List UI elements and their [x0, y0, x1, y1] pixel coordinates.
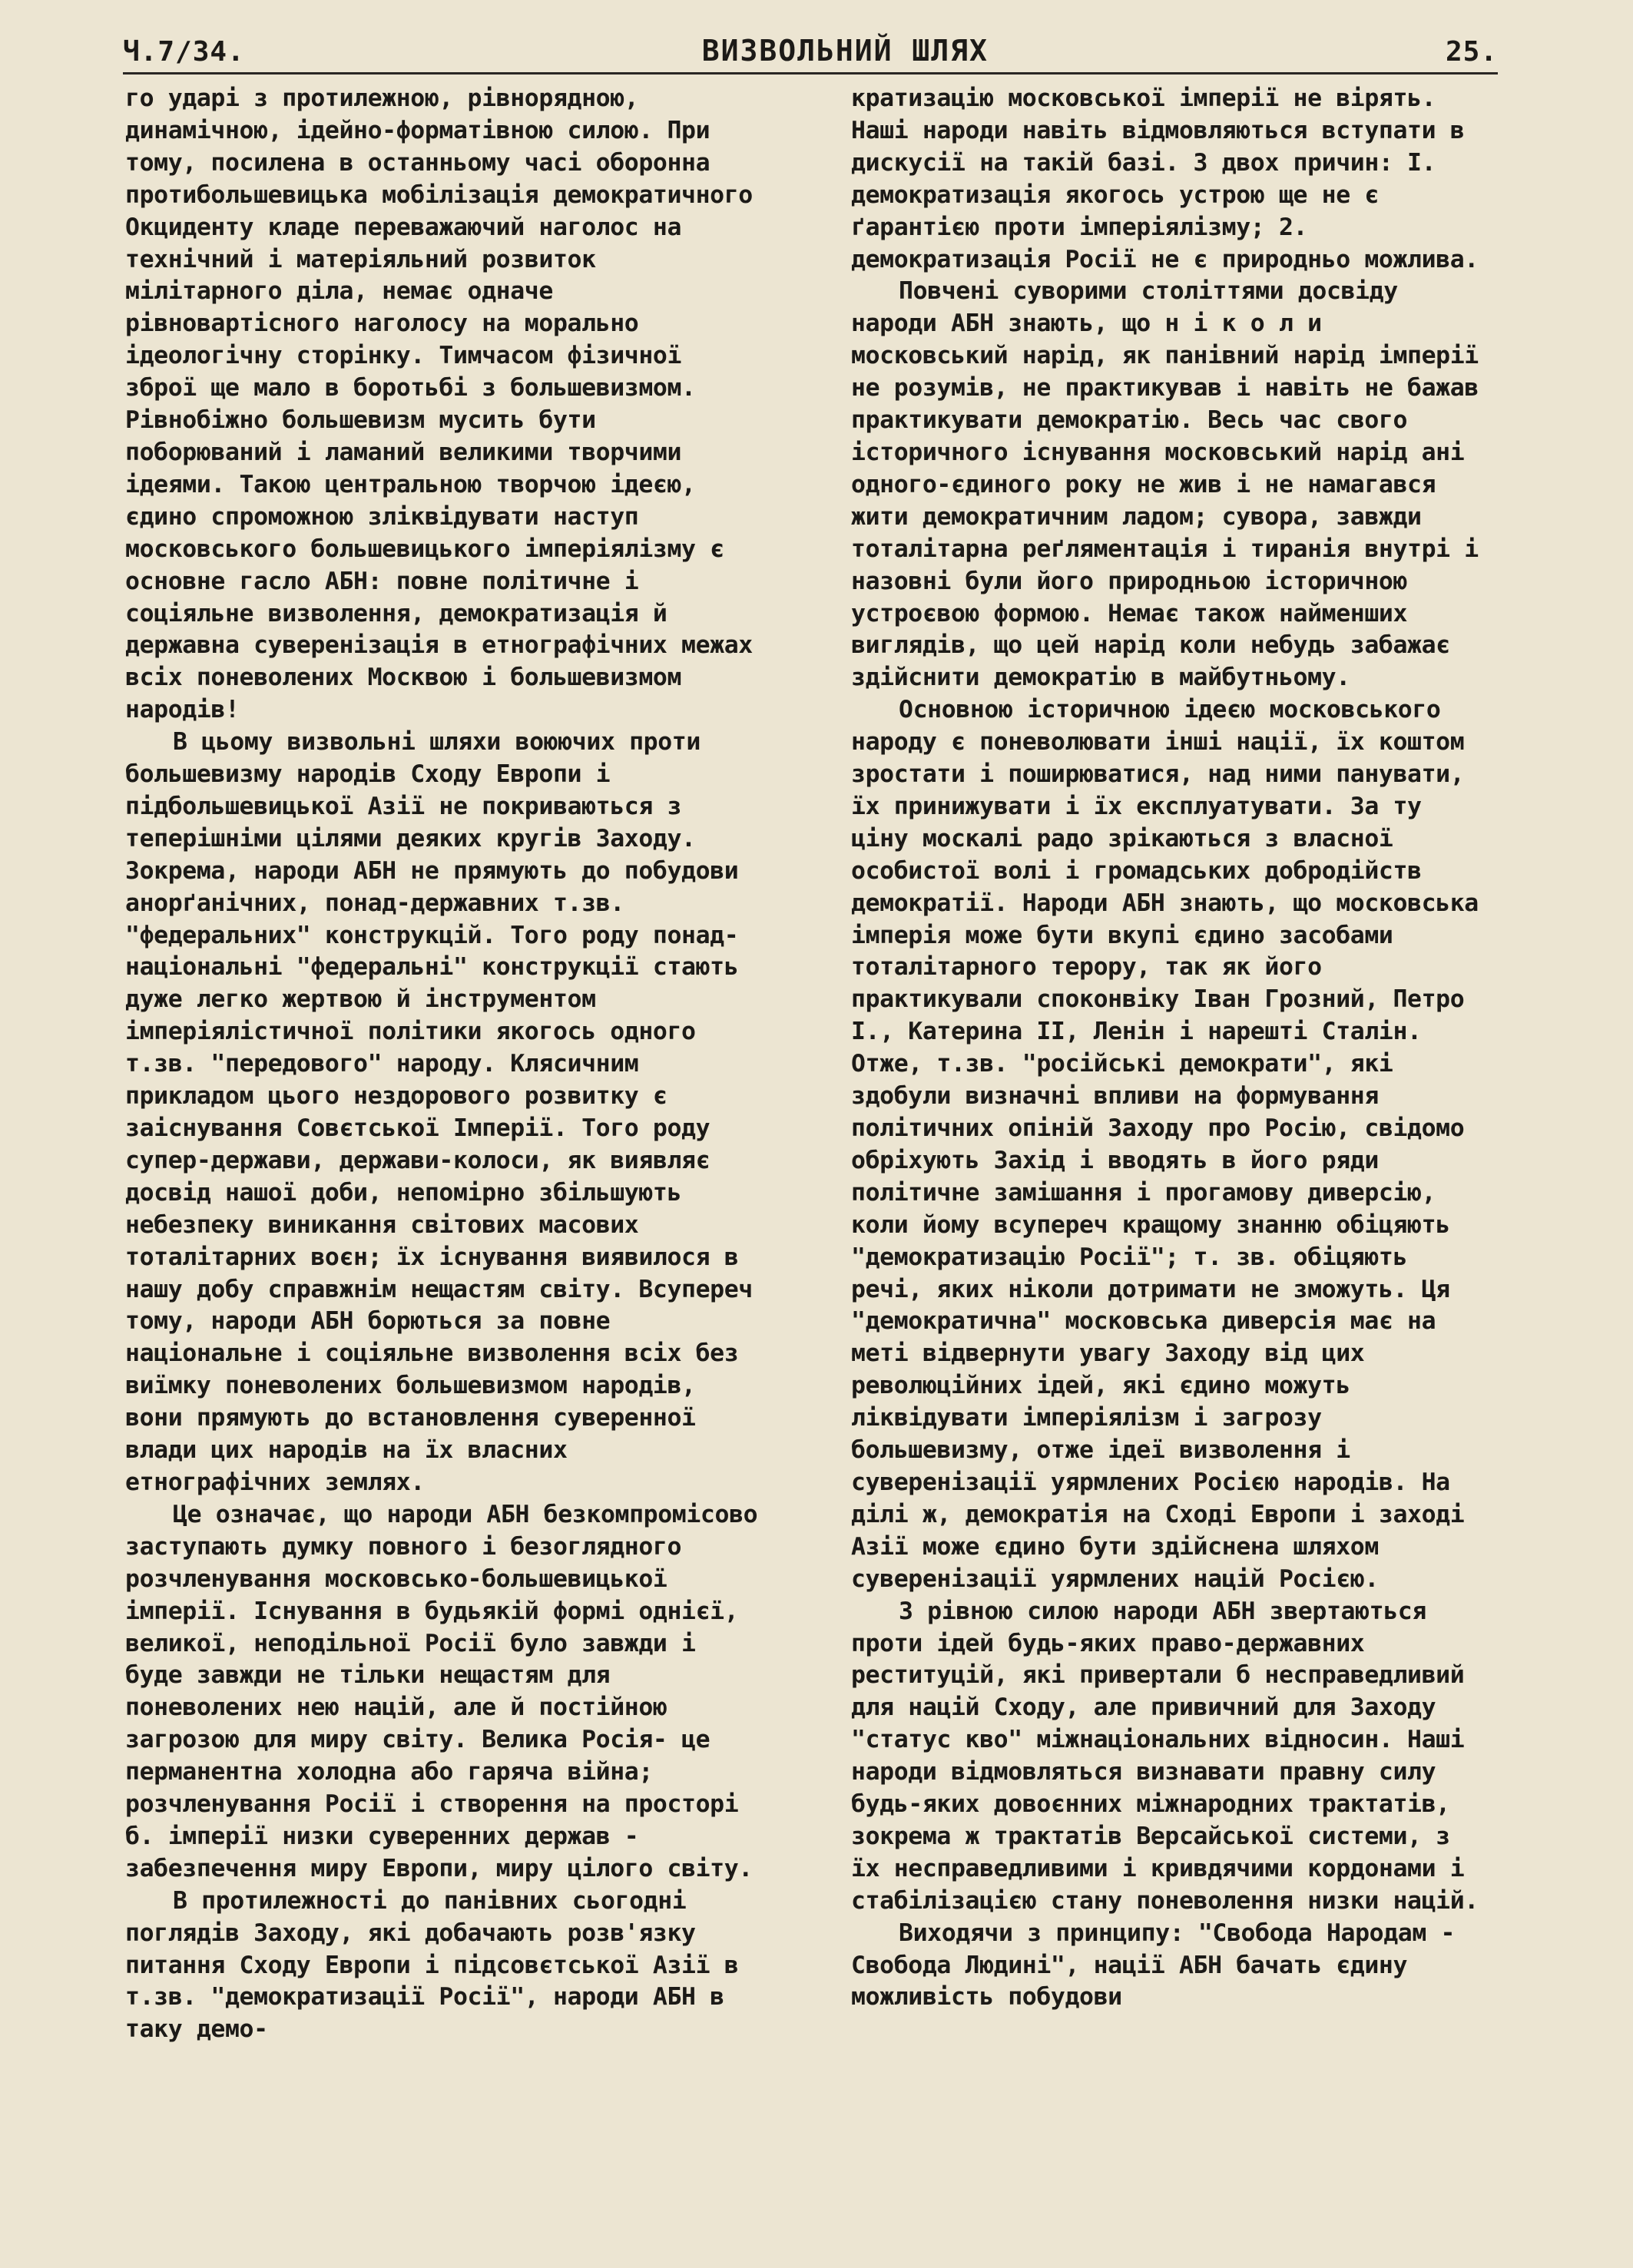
- issue-number: Ч.7/34.: [123, 36, 245, 68]
- page-number: 25.: [1445, 36, 1498, 68]
- paragraph: Основною історичною ідеєю московського народу є поневолювати інші нації, їх коштом зростати і поширюватися, над ними панувати, їх принижувати і їх експлуатувати. За ту ціну москалі радо зрікаються з власної особистої волі і громадських добродійств демократії. Народи АБН знають, що московська імперія може бути вкупі єдино засобами тоталітарного терору, так як його практикували споконвіку Іван Грозний, Петро І., Катерина ІІ, Ленін і нарешті Сталін. Отже, т.зв. "російські демократи", які здобули визначні впливи на формування політичних опіній Заходу про Росію, свідомо обріхують Захід і вводять в його ряди політичне замішання і прогамову диверсію, коли йому всупереч кращому знанню обіцяють "демократизацію Росії"; т. зв. обіцяють речі, яких ніколи дотримати не зможуть. Ця "демократична" московська диверсія має на меті відвернути увагу Заходу від цих революційних ідей, які єдино можуть ліквідувати імперіялізм і загрозу большевизму, отже ідеї визволення і суверенізації уярмлених Росією народів. На ділі ж, демократія на Сході Европи і заході Азії може єдино бути здійснена шляхом суверенізації уярмлених націй Росією.: [851, 696, 1493, 1593]
- paragraph: В цьому визвольні шляхи воюючих проти большевизму народів Сходу Европи і підбольшевицької Азії не покриваються з теперішніми цілями деяких кругів Заходу. Зокрема, народи АБН не прямують до побудови анорґанічних, понад-державних т.зв. "федеральних" конструкцій. Того роду понад-національні "федеральні" конструкції стають дуже легко жертвою й інструментом імперіялістичної політики якогось одного т.зв. "передового" народу. Клясичним прикладом цього нездорового розвитку є заіснування Совєтської Імперії. Того роду супер-держави, держави-колоси, як виявляє досвід нашої доби, непомірно збільшують небезпеку виникання світових масових тоталітарних воєн; їх існування виявилося в нашу добу справжнім нещастям світу. Всупереч тому, народи АБН борються за повне національне і соціяльне визволення всіх без виїмку поневолених большевизмом народів, вони прямують до встановлення суверенної влади цих народів на їх власних етнографічних землях.: [125, 728, 767, 1496]
- paragraph: Це означає, що народи АБН безкомпромісово заступають думку повного і безоглядного розчленування московсько-большевицької імперії. Існування в будьякій формі однієї, великої, неподільної Росії було завжди і буде завжди не тільки нещастям для поневолених нею націй, але й постійною загрозою для миру світу. Велика Росія- це перманентна холодна або гаряча війна; розчленування Росії і створення на просторі б. імперії низки суверенних держав - забезпечення миру Европи, миру цілого світу.: [125, 1500, 772, 1882]
- header-rule: [123, 72, 1498, 74]
- publication-title: ВИЗВОЛЬНИЙ ШЛЯХ: [701, 34, 989, 68]
- paragraph: В протилежності до панівних сьогодні поглядів Заходу, які добачають розв'язку питання Сходу Европи і підсовєтської Азії в т.зв. "демократизації Росії", народи АБН в таку демо-: [125, 1886, 753, 2044]
- paragraph: З рівною силою народи АБН звертаються проти ідей будь-яких право-державних реституцій, які привертали б несправедливий для націй Сходу, але привичний для Заходу "статус кво" міжнаціональних відносин. Наші народи відмовляться визнавати правну силу будь-яких довоєнних міжнародних трактатів, зокрема ж трактатів Версайської системи, з їх несправедливими і кривдячими кордонами і стабілізацією стану поневолення низки націй.: [851, 1597, 1479, 1915]
- right-column: [851, 83, 1493, 2014]
- paragraph: Виходячи з принципу: "Свобода Народам - Свобода Людині", нації АБН бачать єдину можливість побудови: [851, 1919, 1469, 2011]
- paragraph: Повчені суворими століттями досвіду народи АБН знають, що н і к о л и московський нарід, як панівний нарід імперії не розумів, не практикував і навіть не бажав практикувати демократію. Весь час свого історичного існування московський нарід ані одного-єдиного року не жив і не намагався жити демократичним ладом; сувора, завжди тоталітарна реґляментація і тиранія внутрі і назовні були його природньою історичною устроєвою формою. Немає також найменших виглядів, що цей нарід коли небудь забажає здійснити демократію в майбутньому.: [851, 277, 1493, 692]
- page-header: [123, 34, 1498, 68]
- left-column: [125, 83, 772, 2046]
- paragraph: кратизацію московської імперії не вірять. Наші народи навіть відмовляються вступати в дискусії на такій базі. З двох причин: І. демократизація якогось устрою ще не є ґарантією проти імперіялізму; 2. демократизація Росії не є природньо можлива.: [851, 84, 1479, 273]
- paragraph: го ударі з протилежною, рівнорядною, динамічною, ідейно-форматівною силою. При тому, посилена в останньому часі оборонна протибольшевицька мобілізація демократичного Окциденту кладе переважаючий наголос на технічний і матеріяльний розвиток мілітарного діла, немає одначе рівновартісного наголосу на морально ідеологічну сторінку. Тимчасом фізичної зброї ще мало в боротьбі з большевизмом. Рівнобіжно большевизм мусить бути поборюваний і ламаний великими творчими ідеями. Такою центральною творчою ідеєю, єдино спроможною зліквідувати наступ московського большевицького імперіялізму є основне гасло АБН: повне політичне і соціяльне визволення, демократизація й державна суверенізація в етнографічних межах всіх поневолених Москвою і большевизмом народів!: [125, 84, 767, 724]
